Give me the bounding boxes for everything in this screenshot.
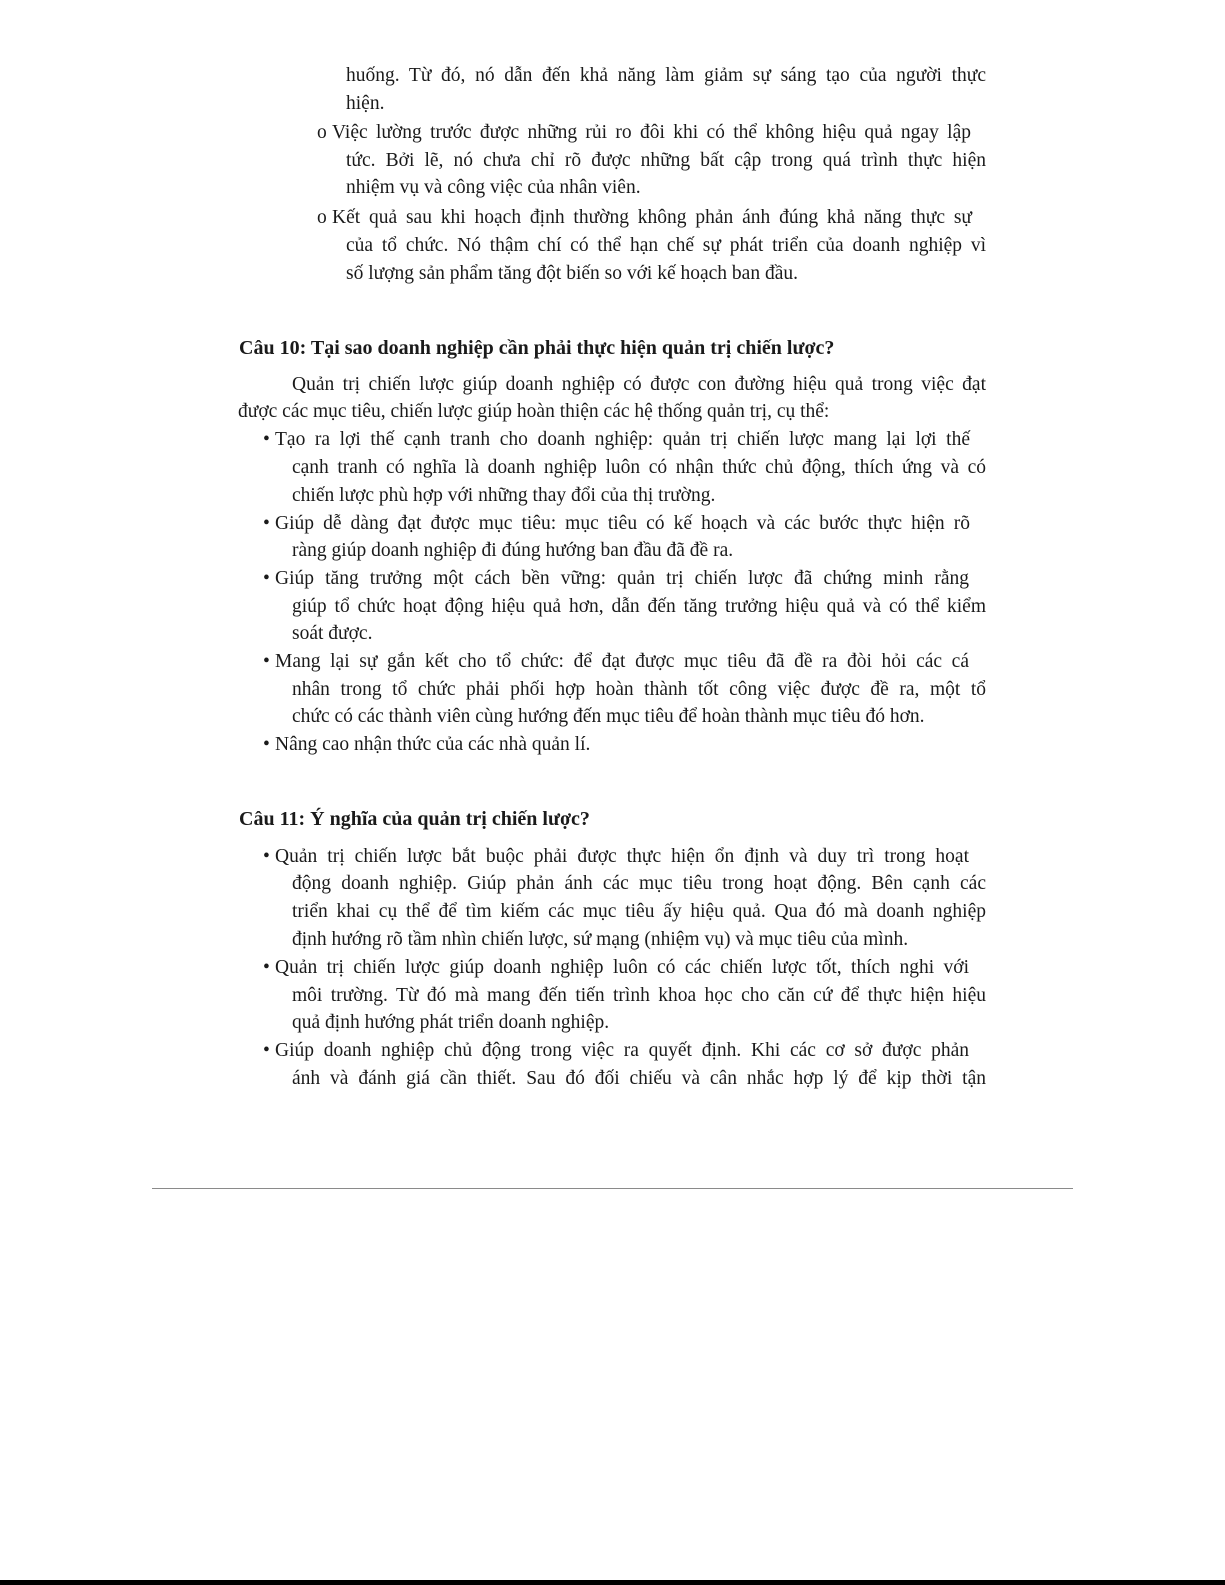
dot-bullet: • [263, 513, 270, 534]
text-line: Nâng cao nhận thức của các nhà quản lí. [275, 734, 591, 755]
dot-bullet: • [263, 1040, 270, 1061]
text-line: Giúp tăng trưởng một cách bền vững: quản trị chiến lược đã chứng minh rằng [275, 568, 969, 589]
text-line: động doanh nghiệp. Giúp phản ánh các mục tiêu trong hoạt động. Bên cạnh các [292, 873, 986, 894]
text-line: được các mục tiêu, chiến lược giúp hoàn thiện các hệ thống quản trị, cụ thể: [238, 401, 830, 422]
text-line: Quản trị chiến lược giúp doanh nghiệp luôn có các chiến lược tốt, thích nghi với [275, 957, 969, 978]
dot-bullet: • [263, 568, 270, 589]
text-line: định hướng rõ tầm nhìn chiến lược, sứ mạng (nhiệm vụ) và mục tiêu của mình. [292, 929, 909, 950]
text-line: chức có các thành viên cùng hướng đến mục tiêu để hoàn thành mục tiêu đó hơn. [292, 706, 925, 727]
text-line: ràng giúp doanh nghiệp đi đúng hướng ban đầu đã đề ra. [292, 540, 734, 561]
bottom-edge-bar [0, 1580, 1225, 1585]
text-line: soát được. [292, 623, 373, 644]
text-line: triển khai cụ thể để tìm kiếm các mục tiêu ấy hiệu quả. Qua đó mà doanh nghiệp [292, 901, 986, 922]
question-11-heading: Câu 11: Ý nghĩa của quản trị chiến lược? [239, 808, 590, 830]
text-line: giúp tổ chức hoạt động hiệu quả hơn, dẫn đến tăng trưởng hiệu quả và có thể kiểm [292, 596, 986, 617]
question-10-heading: Câu 10: Tại sao doanh nghiệp cần phải thực hiện quản trị chiến lược? [239, 337, 835, 359]
dot-bullet: • [263, 957, 270, 978]
text-line: nhiệm vụ và công việc của nhân viên. [346, 177, 641, 198]
text-line: tức. Bởi lẽ, nó chưa chỉ rõ được những bất cập trong quá trình thực hiện [346, 150, 986, 171]
circle-bullet: o [317, 207, 327, 228]
text-line: Quản trị chiến lược bắt buộc phải được thực hiện ổn định và duy trì trong hoạt [275, 846, 969, 867]
text-line: của tổ chức. Nó thậm chí có thể hạn chế sự phát triển của doanh nghiệp vì [346, 235, 986, 256]
text-line: Mang lại sự gắn kết cho tổ chức: để đạt được mục tiêu đã đề ra đòi hỏi các cá [275, 651, 969, 672]
text-line: số lượng sản phẩm tăng đột biến so với kế hoạch ban đầu. [346, 263, 798, 284]
text-line: Việc lường trước được những rủi ro đôi khi có thể không hiệu quả ngay lập [332, 122, 971, 143]
text-line: nhân trong tổ chức phải phối hợp hoàn thành tốt công việc được đề ra, một tổ [292, 679, 986, 700]
text-line: Quản trị chiến lược giúp doanh nghiệp có được con đường hiệu quả trong việc đạt [292, 374, 986, 395]
page-separator [152, 1188, 1073, 1189]
text-line: Giúp doanh nghiệp chủ động trong việc ra quyết định. Khi các cơ sở được phản [275, 1040, 969, 1061]
text-line: cạnh tranh có nghĩa là doanh nghiệp luôn có nhận thức chủ động, thích ứng và có [292, 457, 986, 478]
dot-bullet: • [263, 651, 270, 672]
text-line: ánh và đánh giá cần thiết. Sau đó đối chiếu và cân nhắc hợp lý để kịp thời tận [292, 1068, 986, 1089]
dot-bullet: • [263, 734, 270, 755]
text-line: Kết quả sau khi hoạch định thường không phản ánh đúng khả năng thực sự [332, 207, 972, 228]
text-line: huống. Từ đó, nó dẫn đến khả năng làm giảm sự sáng tạo của người thực [346, 65, 986, 86]
text-line: Tạo ra lợi thế cạnh tranh cho doanh nghiệp: quản trị chiến lược mang lại lợi thế [275, 429, 970, 450]
dot-bullet: • [263, 429, 270, 450]
text-line: môi trường. Từ đó mà mang đến tiến trình khoa học cho căn cứ để thực hiện hiệu [292, 985, 986, 1006]
text-line: chiến lược phù hợp với những thay đổi của thị trường. [292, 485, 716, 506]
text-line: quả định hướng phát triển doanh nghiệp. [292, 1012, 610, 1033]
dot-bullet: • [263, 846, 270, 867]
text-line: Giúp dễ dàng đạt được mục tiêu: mục tiêu có kế hoạch và các bước thực hiện rõ [275, 513, 970, 534]
circle-bullet: o [317, 122, 327, 143]
text-line: hiện. [346, 93, 385, 114]
